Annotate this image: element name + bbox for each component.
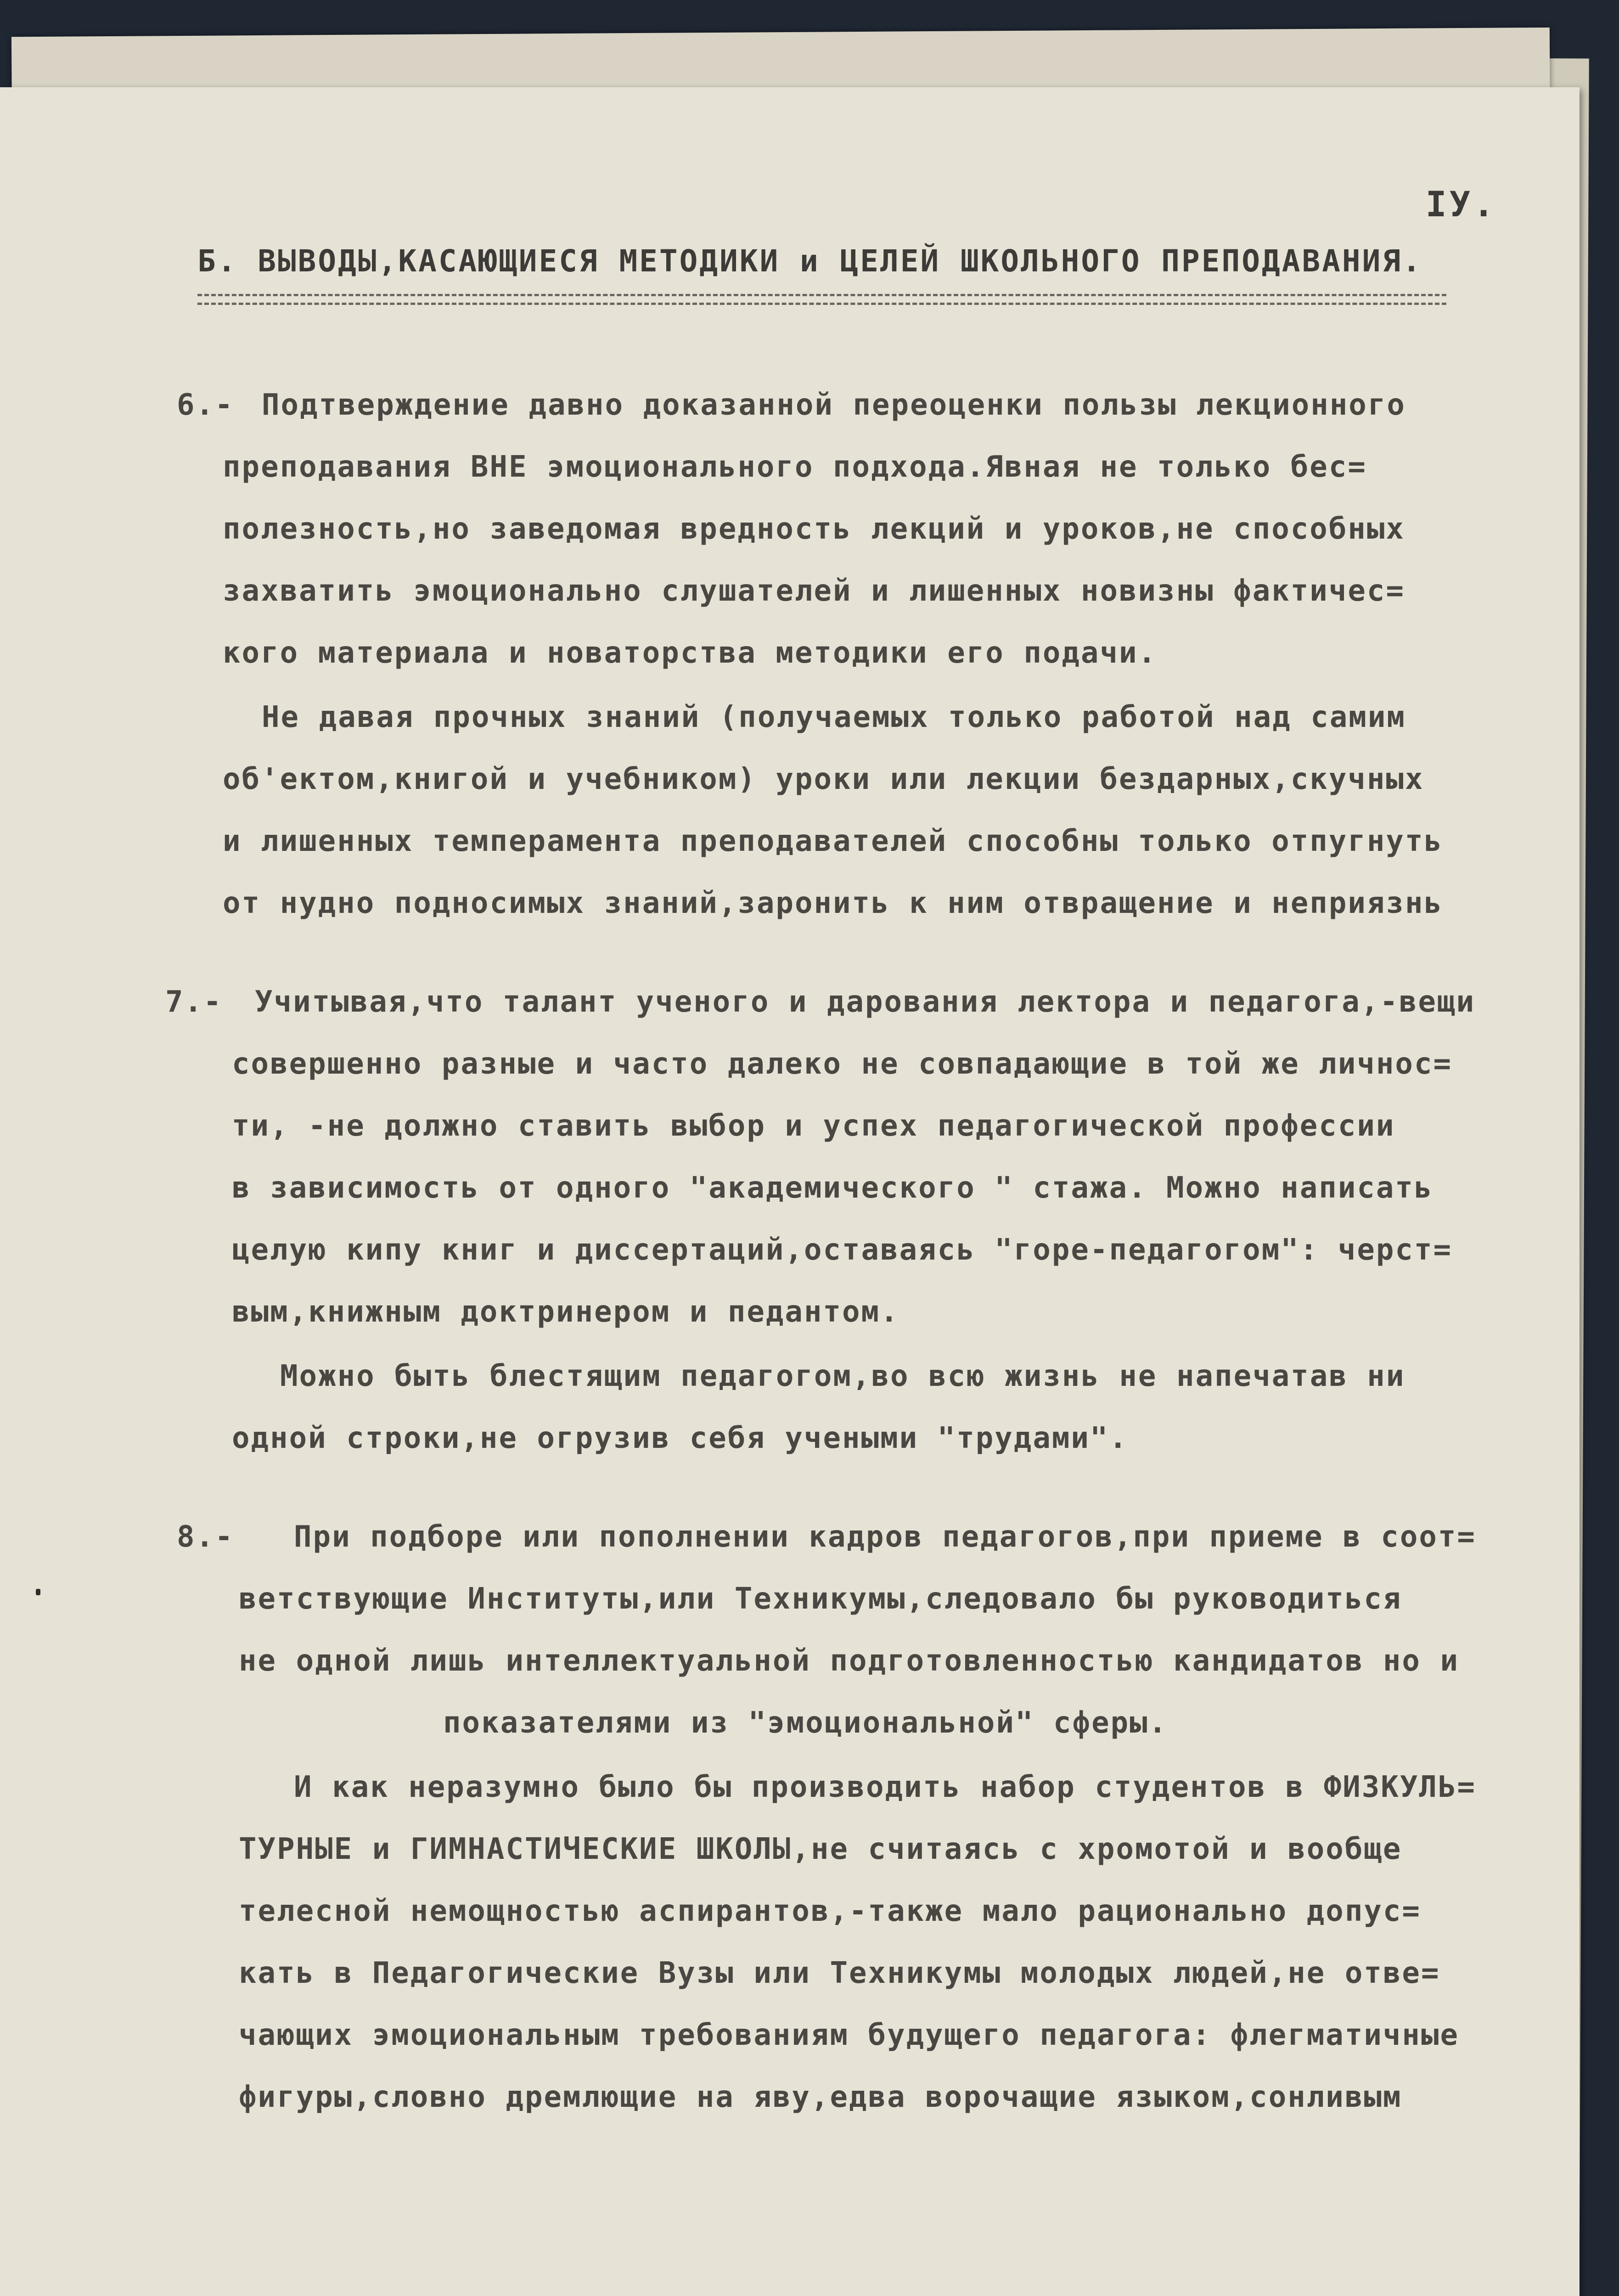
document-page — [0, 87, 1580, 2296]
text-line: кого материала и новаторства методики его подачи. — [223, 636, 1158, 670]
text-line: ти, -не должно ставить выбор и успех педагогической профессии — [232, 1109, 1395, 1143]
heading-underline — [197, 294, 1446, 305]
text-line: Можно быть блестящим педагогом,во всю жизнь не напечатав ни — [280, 1359, 1405, 1393]
text-line: показателями из "эмоциональной" сферы. — [443, 1706, 1168, 1740]
item-number-7: 7.- — [165, 985, 223, 1019]
item-number-6: 6.- — [177, 388, 234, 422]
text-line: вым,книжным доктринером и педантом. — [232, 1295, 899, 1329]
text-line: Не давая прочных знаний (получаемых только работой над самим — [262, 700, 1406, 734]
text-line: полезность,но заведомая вредность лекций и уроков,не способных — [223, 512, 1405, 546]
text-line: И как неразумно было бы производить набор студентов в ФИЗКУЛЬ= — [294, 1770, 1476, 1804]
text-line: захватить эмоционально слушателей и лишенных новизны фактичес= — [223, 574, 1405, 608]
item-number-8: 8.- — [177, 1520, 234, 1554]
text-line: Учитывая,что талант ученого и дарования лектора и педагога,-вещи — [255, 985, 1475, 1019]
text-line: целую кипу книг и диссертаций,оставаясь "горе-педагогом": черст= — [232, 1233, 1452, 1267]
text-line: одной строки,не огрузив себя учеными "трудами". — [232, 1421, 1128, 1455]
text-line: чающих эмоциональным требованиям будущего педагога: флегматичные — [239, 2018, 1459, 2052]
text-line: При подборе или пополнении кадров педагогов,при приеме в соот= — [294, 1520, 1476, 1554]
margin-mark — [36, 1589, 40, 1595]
text-line: от нудно подносимых знаний,заронить к ним отвращение и неприязнь — [223, 886, 1443, 920]
section-heading: Б. ВЫВОДЫ,КАСАЮЩИЕСЯ МЕТОДИКИ и ЦЕЛЕЙ ШКОЛЬНОГО ПРЕПОДАВАНИЯ. — [197, 243, 1422, 279]
text-line: телесной немощностью аспирантов,-также мало рационально допус= — [239, 1894, 1421, 1928]
text-line: в зависимость от одного "академического " стажа. Можно написать — [232, 1171, 1433, 1205]
text-line: не одной лишь интеллектуальной подготовленностью кандидатов но и — [239, 1644, 1459, 1678]
text-line: кать в Педагогические Вузы или Техникумы молодых людей,не отве= — [239, 1956, 1440, 1990]
page-number: IУ. — [1425, 184, 1497, 225]
text-line: и лишенных темперамента преподавателей способны только отпугнуть — [223, 824, 1443, 858]
text-line: фигуры,словно дремлющие на яву,едва ворочащие языком,сонливым — [239, 2080, 1402, 2114]
text-line: об'ектом,книгой и учебником) уроки или лекции бездарных,скучных — [223, 762, 1424, 796]
text-line: ТУРНЫЕ и ГИМНАСТИЧЕСКИЕ ШКОЛЫ,не считаясь с хромотой и вообще — [239, 1832, 1402, 1866]
text-line: совершенно разные и часто далеко не совпадающие в той же личнос= — [232, 1047, 1452, 1081]
text-line: преподавания ВНЕ эмоционального подхода.Явная не только бес= — [223, 450, 1367, 484]
text-line: ветствующие Институты,или Техникумы,следовало бы руководиться — [239, 1582, 1402, 1616]
text-line: Подтверждение давно доказанной переоценки пользы лекционного — [262, 388, 1406, 422]
